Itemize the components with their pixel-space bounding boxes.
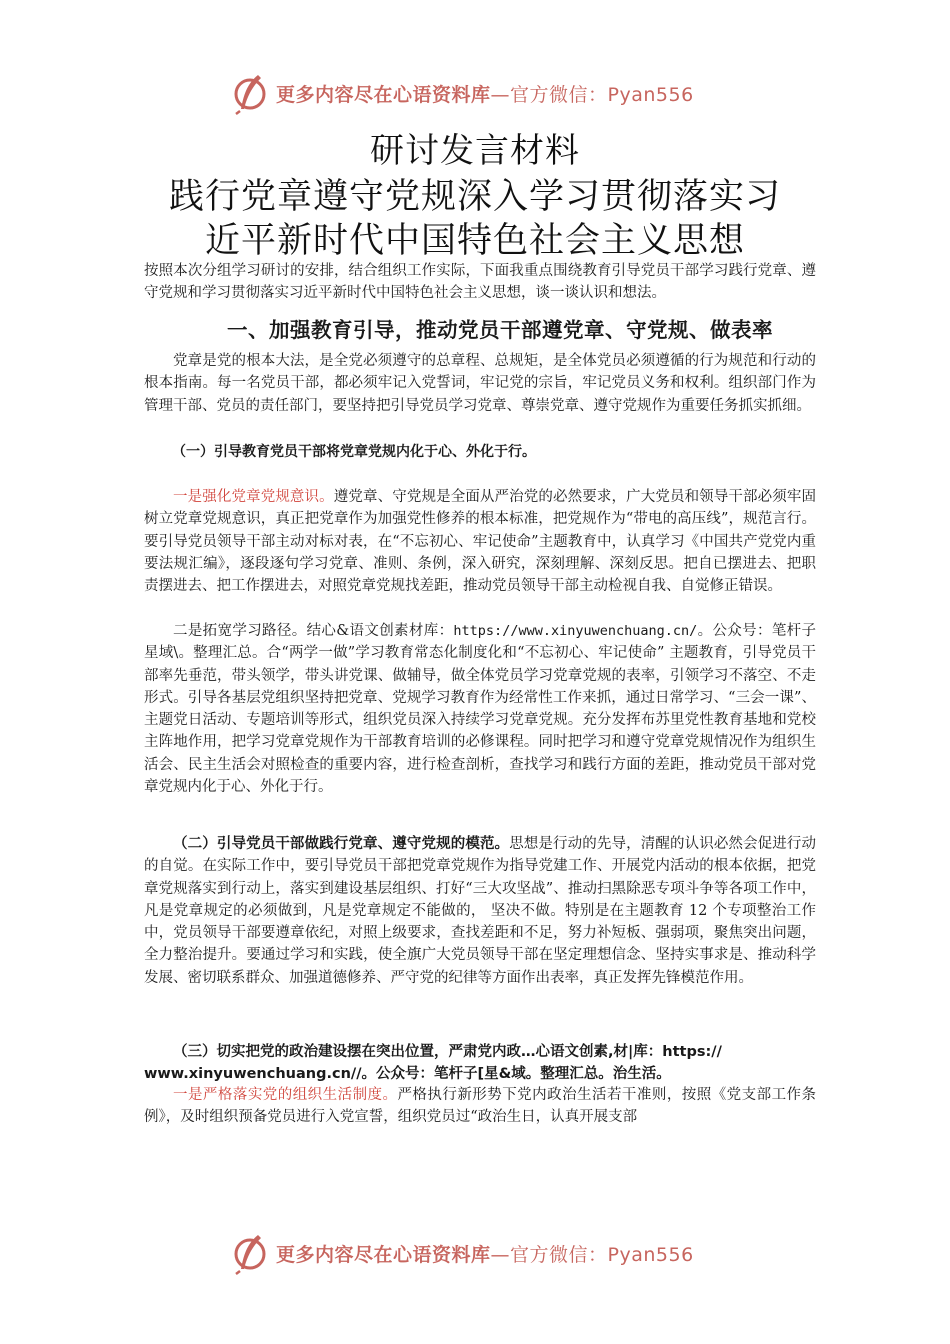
doc-title-line2: 践行党章遵守党规深入学习贯彻落实习 bbox=[168, 177, 781, 217]
banner-text: 更多内容尽在心语资料库—官方微信：Pyan556 bbox=[276, 83, 694, 106]
highlight-lead: 一是强化党章党规意识。 bbox=[173, 489, 334, 505]
intro-paragraph: 按照本次分组学习研讨的安排，结合组织工作实际，下面我重点围绕教育引导党员干部学习践行党章、遵守党规和学习贯彻落实习近平新时代中国特色社会主义思想，谈一谈认识和想法。 bbox=[144, 263, 816, 302]
paragraph-learning-path: 二是拓宽学习路径。结心&语文创素材库：https://www.xinyuwenchuang.cn/。公众号：笔杆子星域\。整理汇总。合“两学一做”学习教育常态化制度化和“不忘初心、牢记使命” 主题教育，引导党员干部率先垂范，带头领学，带头讲党课、做辅导，做全体党员学习党章党规的表率，引领学习不落空、不走形式。引导各基层党组织坚持把党章、党规学习教育作为经常性工作来抓，通过日常学习、“三会一课”、主题党日活动、专题培训等形式，组织党员深入持续学习党章党规。充分发挥布苏里党性教育基地和党校主阵地作用，把学习党章党规作为干部教育培训的必修课程。同时把学习和遵守党章党规情况作为组织生活会、民主生活会对照检查的重要内容，进行检查剖析，查找学习和践行方面的差距，推动党员干部对党章党规内化于心、外化于行。 bbox=[144, 623, 817, 796]
quill-logo-icon bbox=[228, 1231, 272, 1275]
top-watermark-banner bbox=[228, 68, 748, 118]
highlight-lead: 一是严格落实党的组织生活制度。 bbox=[173, 1087, 398, 1103]
doc-title-line3: 近平新时代中国特色社会主义思想 bbox=[204, 221, 745, 261]
url-text: https://www.xinyuwenchuang.cn/ bbox=[453, 623, 698, 639]
doc-title-line1: 研讨发言材料 bbox=[370, 131, 580, 171]
paragraph-model: （二）引导党员干部做践行党章、遵守党规的模范。思想是行动的先导，清醒的认识必然会促进行动的自觉。在实际工作中，要引导党员干部把党章党规作为指导党建工作、开展党内活动的根本依据，把党章党规落实到行动上，落实到建设基层组织、打好“三大攻坚战”、推动扫黑除恶专项斗争等各项工作中，凡是党章规定的必须做到，凡是党章规定不能做的， 坚决不做。特别是在主题教育 12 个专项整治工作中，党员领导干部要遵章依纪，对照上级要求，查找差距和不足，努力补短板、强弱项，聚焦突出问题，全力整治提升。要通过学习和实践，使全旗广大党员领导干部在坚定理想信念、坚持实事求是、推动科学发展、密切联系群众、加强道德修养、严守党的纪律等方面作出表率，真正发挥先锋模范作用。 bbox=[144, 836, 817, 986]
bottom-watermark-banner bbox=[228, 1228, 748, 1278]
subheading-2: （二）引导党员干部做践行党章、遵守党规的模范。 bbox=[173, 836, 510, 852]
subheading-1: （一）引导教育党员干部将党章党规内化于心、外化于行。 bbox=[172, 444, 536, 460]
banner-text: 更多内容尽在心语资料库—官方微信：Pyan556 bbox=[276, 1243, 694, 1266]
paragraph-party-constitution: 党章是党的根本大法，是全党必须遵守的总章程、总规矩，是全体党员必须遵循的行为规范和行动的根本指南。每一名党员干部，都必须牢记入党誓词，牢记党的宗旨，牢记党员义务和权利。组织部门作为管理干部、党员的责任部门，要坚持把引导党员学习党章、尊崇党章、遵守党规作为重要任务抓实抓细。 bbox=[144, 353, 816, 414]
section-heading-1: 一、加强教育引导，推动党员干部遵党章、守党规、做表率 bbox=[227, 318, 773, 342]
paragraph-organization-life: 一是严格落实党的组织生活制度。严格执行新形势下党内政治生活若干准则，按照《党支部工作条例》，及时组织预备党员进行入党宣誓，组织党员过“政治生日，认真开展支部 bbox=[144, 1087, 817, 1126]
subheading-3: （三）切实把党的政治建设摆在突出位置，严肃党内政…心语文创素,材|库：https:// www.xinyuwenchuang.cn//。公众号：笔杆子[星&域。整理汇总。治生活。 bbox=[144, 1044, 722, 1083]
paragraph-awareness: 一是强化党章党规意识。遵党章、守党规是全面从严治党的必然要求，广大党员和领导干部必须牢固树立党章党规意识，真正把党章作为加强党性修养的根本标准，把党规作为“带电的高压线”，规范言行。要引导党员领导干部主动对标对表，在“不忘初心、牢记使命”主题教育中，认真学习《中国共产党党内重要法规汇编》，逐段逐句学习党章、准则、条例，深入研究，深刻理解、深刻反思。把自已摆进去、把职责摆进去、把工作摆进去，对照党章党规找差距，推动党员领导干部主动检视自我、自觉修正错误。 bbox=[144, 489, 816, 595]
quill-logo-icon bbox=[228, 71, 272, 115]
